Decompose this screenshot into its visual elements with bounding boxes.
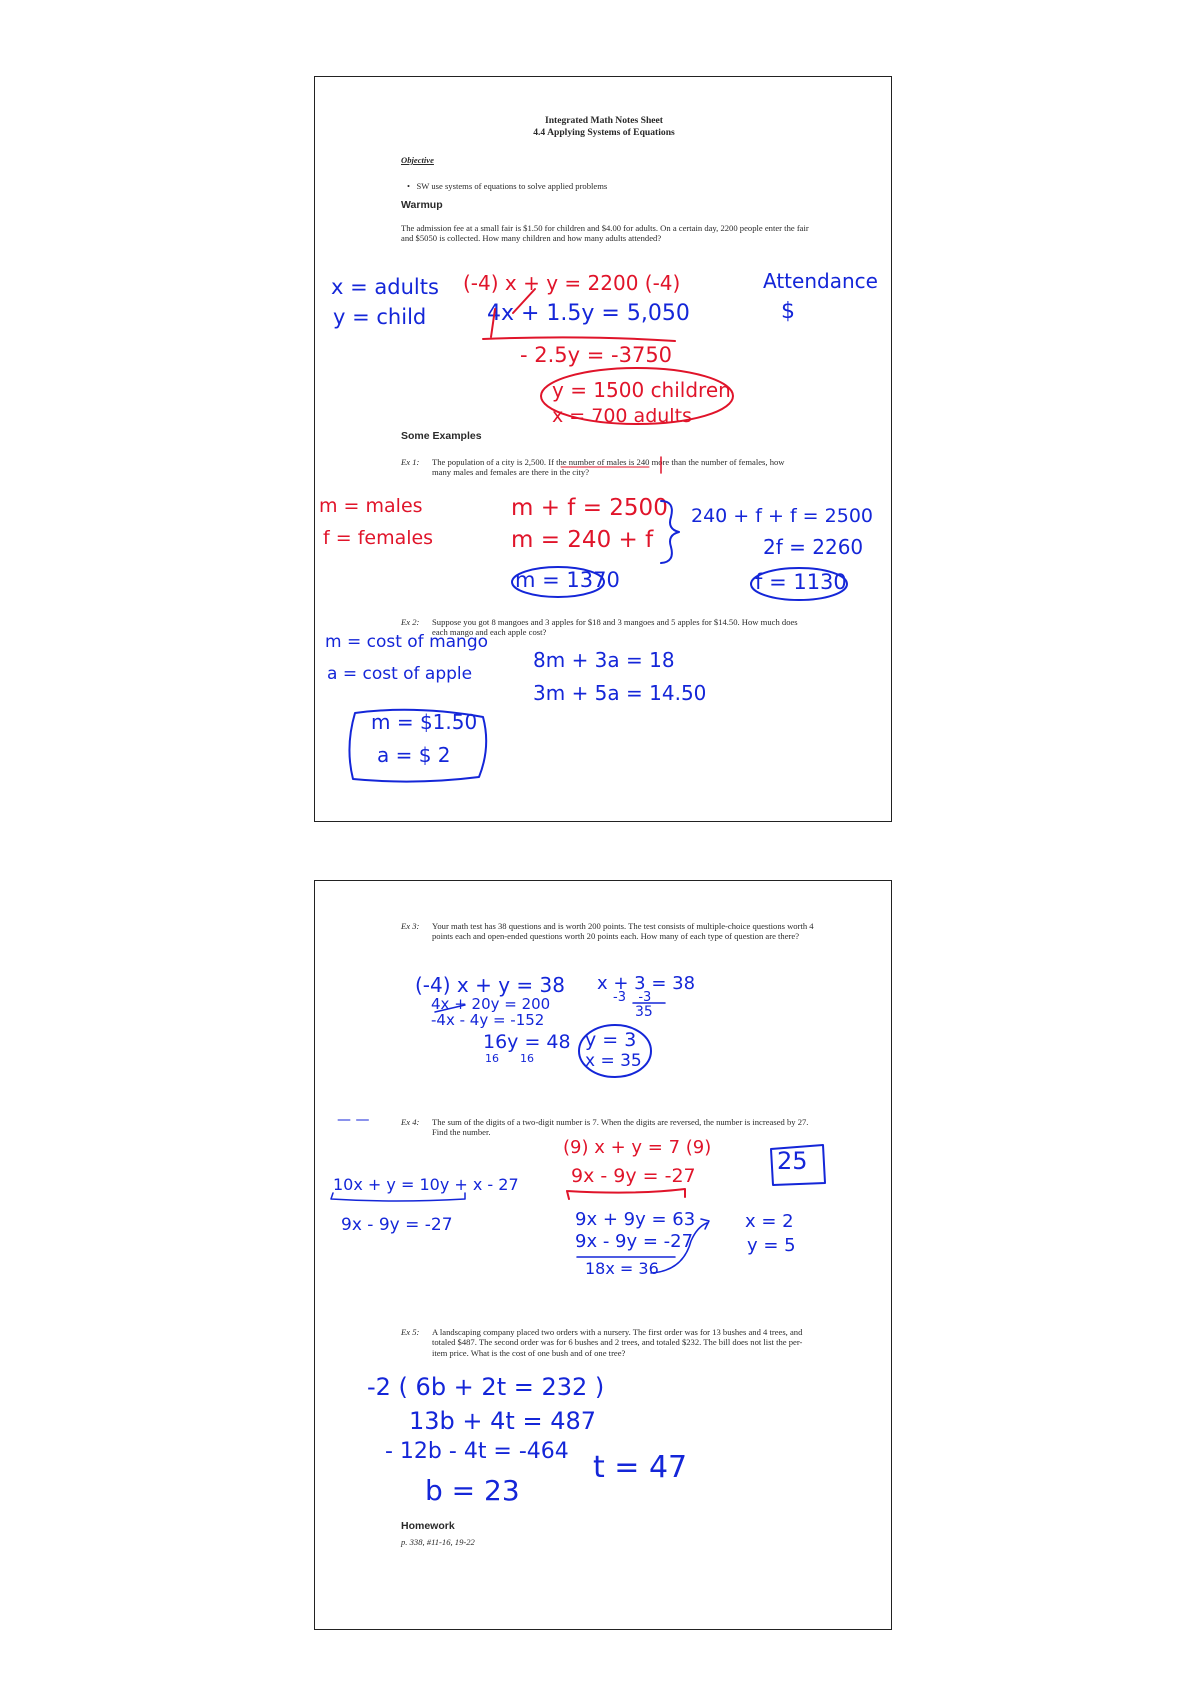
hw-ex2-eq2: 3m + 5a = 14.50 <box>533 681 707 705</box>
ex4-text: The sum of the digits of a two-digit number is 7. When the digits are reversed, the number is increased by 27. Find the number. <box>432 1117 809 1138</box>
hw-ex3-side2: -3 -3 <box>613 990 652 1005</box>
hw-ex3-line2: 4x + 20y = 200 <box>431 995 551 1013</box>
hw-ex3-line1: (-4) x + y = 38 <box>415 973 565 997</box>
hw-ex5-t: t = 47 <box>593 1450 688 1485</box>
ex1-text: The population of a city is 2,500. If the number of males is 240 more than the number of females, how many males and females are there in the city? <box>432 457 785 478</box>
hw-ex3-line4-denominators: 16 16 <box>485 1052 534 1065</box>
hw-ex4-y: y = 5 <box>747 1235 796 1256</box>
hw-ex2-answer-m: m = $1.50 <box>371 710 478 734</box>
hw-ex2-eq1: 8m + 3a = 18 <box>533 648 675 672</box>
hw-ex4-sum3: 18x = 36 <box>585 1259 659 1278</box>
page-title <box>315 115 893 138</box>
hw-ex4-arrow-head <box>701 1219 709 1229</box>
hw-ex2-a-definition: a = cost of apple <box>327 664 473 684</box>
ex4-label: Ex 4: <box>401 1117 420 1127</box>
objective-label: Objective <box>401 155 434 165</box>
hw-ex4-x: x = 2 <box>745 1211 794 1232</box>
hw-ex3-line4: 16y = 48 <box>483 1031 571 1053</box>
title-line-1: Integrated Math Notes Sheet <box>544 115 664 126</box>
hw-ex4-sum1: 9x + 9y = 63 <box>575 1209 696 1230</box>
ex3-text: Your math test has 38 questions and is worth 200 points. The test consists of multiple-choice questions worth 4 points each and open-ended questions worth 20 points each. How many of each type of question are there? <box>432 921 814 942</box>
objective-text: SW use systems of equations to solve applied problems <box>416 181 608 191</box>
hw-attendance: Attendance <box>763 269 878 293</box>
hw-ex4-left2: 9x - 9y = -27 <box>341 1215 453 1235</box>
notes-page-2 <box>314 880 892 1630</box>
hw-ex5-line2: 13b + 4t = 487 <box>409 1407 596 1435</box>
hw-ex4-eq1: (9) x + y = 7 (9) <box>563 1137 712 1158</box>
hw-y-definition: y = child <box>333 305 427 329</box>
hw-warmup-eq3: - 2.5y = -3750 <box>520 343 673 367</box>
example-3 <box>401 921 831 955</box>
hw-ex1-answer-f: f = 1130 <box>755 570 847 594</box>
hw-warmup-underline <box>483 337 675 341</box>
hw-warmup-eq2: 4x + 1.5y = 5,050 <box>487 301 690 326</box>
ex3-label: Ex 3: <box>401 921 420 931</box>
ex2-label: Ex 2: <box>401 617 420 627</box>
hw-ex4-sum2: 9x - 9y = -27 <box>575 1231 694 1252</box>
homework-heading: Homework <box>401 1520 455 1532</box>
ex5-label: Ex 5: <box>401 1327 420 1337</box>
hw-ex1-answer-m: m = 1370 <box>515 568 620 592</box>
examples-heading: Some Examples <box>401 430 482 442</box>
hw-warmup-eq1: (-4) x + y = 2200 (-4) <box>463 271 681 295</box>
objective-bullet: • SW use systems of equations to solve applied problems <box>407 181 608 191</box>
hw-answer-x: x = 700 adults <box>552 405 692 427</box>
title-line-2: 4.4 Applying Systems of Equations <box>533 126 675 138</box>
ex2-text: Suppose you got 8 mangoes and 3 apples for $18 and 3 mangoes and 5 apples for $14.50. How much does each mango and each apple cost? <box>432 617 798 638</box>
hw-ex3-side3: 35 <box>635 1004 653 1020</box>
hw-f-definition: f = females <box>323 527 434 549</box>
hw-ex4-arrow: — — <box>337 1112 370 1128</box>
hw-answer-y: y = 1500 children <box>552 378 731 402</box>
homework-text: p. 338, #11-16, 19-22 <box>401 1537 475 1547</box>
warmup-problem: The admission fee at a small fair is $1.50 for children and $4.00 for adults. On a certain day, 2200 people enter the fair and $5050 is collected. How many children and how many adults attended? <box>401 223 809 244</box>
hw-ex2-m-definition: m = cost of mango <box>325 632 489 652</box>
hw-ex3-answer-x: x = 35 <box>585 1051 642 1071</box>
hw-x-definition: x = adults <box>331 275 439 299</box>
notes-page-1 <box>314 76 892 822</box>
hw-ex3-line3: -4x - 4y = -152 <box>431 1011 545 1029</box>
hw-dollar: $ <box>781 299 795 324</box>
hw-ex5-line1: -2 ( 6b + 2t = 232 ) <box>367 1373 605 1401</box>
hw-ex1-eq1: m + f = 2500 <box>511 495 668 521</box>
hw-ex4-left-brace <box>331 1193 465 1201</box>
hw-ex4-left1: 10x + y = 10y + x - 27 <box>333 1175 519 1194</box>
hw-ex1-sub1: 240 + f + f = 2500 <box>691 505 873 527</box>
example-1 <box>401 457 821 491</box>
hw-ex5-b: b = 23 <box>425 1474 520 1507</box>
hw-ex2-answer-a: a = $ 2 <box>377 743 451 767</box>
hw-ex3-answer-y: y = 3 <box>585 1029 637 1051</box>
hw-ex4-eq2: 9x - 9y = -27 <box>571 1165 696 1187</box>
hw-ex1-sub2: 2f = 2260 <box>763 535 864 559</box>
warmup-heading: Warmup <box>401 199 443 211</box>
hw-ex1-eq2: m = 240 + f <box>511 527 654 553</box>
hw-ex4-answer: 25 <box>777 1147 808 1175</box>
hw-m-definition: m = males <box>319 495 423 517</box>
ex1-label: Ex 1: <box>401 457 420 467</box>
ex5-text: A landscaping company placed two orders with a nursery. The first order was for 13 bushes and 4 trees, and totaled $487. The second order was for 6 bushes and 2 trees, and totaled $232. The bill does not list the per-item price. What is the cost of one bush and of one tree? <box>432 1327 803 1358</box>
hw-ex3-side1: x + 3 = 38 <box>597 973 696 994</box>
hw-ex5-line3: - 12b - 4t = -464 <box>385 1439 569 1464</box>
example-5 <box>401 1327 831 1371</box>
hw-ex4-red-underline <box>567 1189 685 1199</box>
